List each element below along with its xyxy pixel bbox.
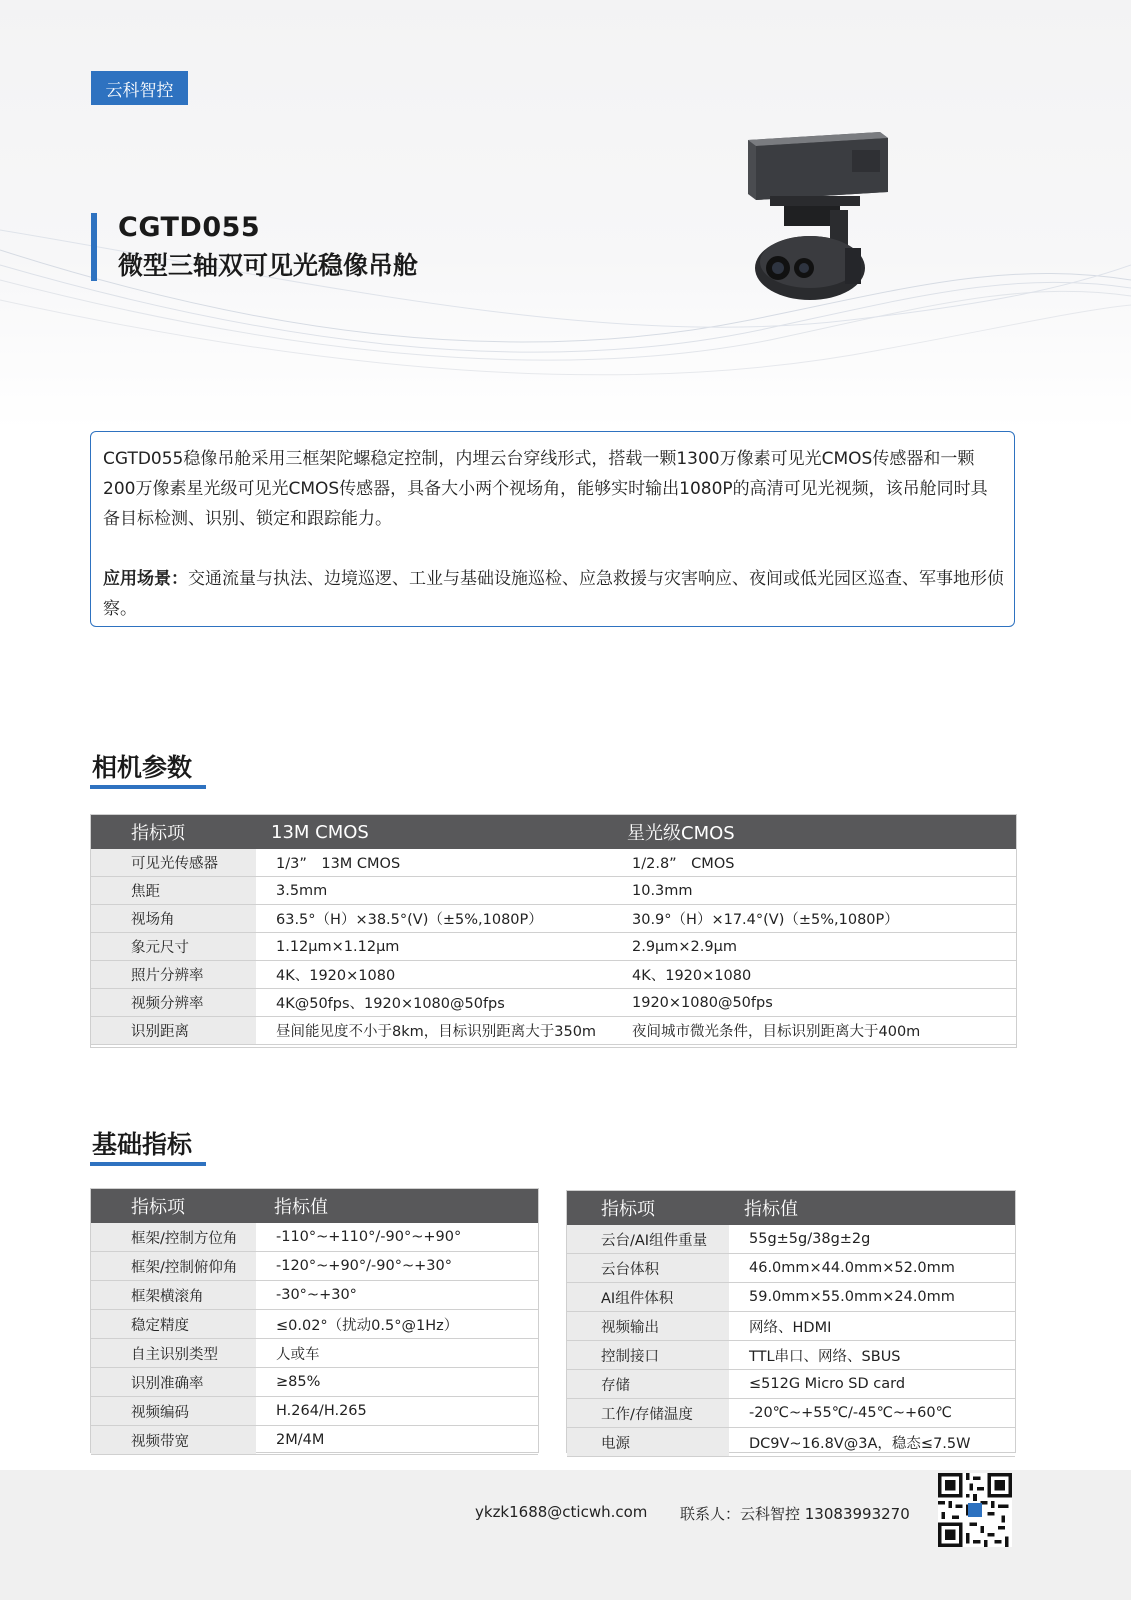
table-row bbox=[91, 849, 1016, 877]
row-value-13m: 4K、1920×1080 bbox=[256, 961, 612, 989]
table-row bbox=[91, 933, 1016, 961]
scene-text: 交通流量与执法、边境巡逻、工业与基础设施巡检、应急救援与灾害响应、夜间或低光园区巡查、军事地形侦察。 bbox=[103, 569, 1004, 619]
gimbal-camera-image bbox=[740, 130, 900, 305]
table-row bbox=[567, 1428, 1015, 1457]
row-value-starlight: 2.9μm×2.9μm bbox=[612, 933, 1016, 961]
row-key: 照片分辨率 bbox=[91, 961, 256, 989]
row-value: DC9V~16.8V@3A，稳态≤7.5W bbox=[729, 1428, 1015, 1457]
table-header-row bbox=[567, 1191, 1015, 1225]
contact-person: 联系人：云科智控 13083993270 bbox=[680, 1505, 910, 1523]
decorative-waves bbox=[0, 170, 1131, 400]
table-row bbox=[567, 1225, 1015, 1254]
row-value: 46.0mm×44.0mm×52.0mm bbox=[729, 1254, 1015, 1283]
row-key: 自主识别类型 bbox=[91, 1339, 256, 1368]
table-row bbox=[567, 1341, 1015, 1370]
row-value-13m: 63.5°（H）×38.5°(V)（±5%,1080P） bbox=[256, 905, 612, 933]
row-value-13m: 1.12μm×1.12μm bbox=[256, 933, 612, 961]
row-value-starlight: 1/2.8” CMOS bbox=[612, 849, 1016, 877]
table-row bbox=[567, 1399, 1015, 1428]
camera-params-table bbox=[91, 815, 1016, 1045]
row-value: 人或车 bbox=[256, 1339, 538, 1368]
header-item: 指标项 bbox=[91, 1189, 256, 1223]
table-row bbox=[91, 1017, 1016, 1045]
row-value: H.264/H.265 bbox=[256, 1397, 538, 1426]
table-row bbox=[91, 1223, 538, 1252]
description-box bbox=[90, 431, 1015, 627]
table-row bbox=[91, 1281, 538, 1310]
header-item: 指标项 bbox=[567, 1191, 729, 1225]
row-value: ≤512G Micro SD card bbox=[729, 1370, 1015, 1399]
brand-badge: 云科智控 bbox=[91, 71, 188, 105]
row-value: 59.0mm×55.0mm×24.0mm bbox=[729, 1283, 1015, 1312]
row-key: 云台体积 bbox=[567, 1254, 729, 1283]
row-value: -20℃~+55℃/-45℃~+60℃ bbox=[729, 1399, 1015, 1428]
table-header-row bbox=[91, 1189, 538, 1223]
row-key: 识别准确率 bbox=[91, 1368, 256, 1397]
row-key: 稳定精度 bbox=[91, 1310, 256, 1339]
table-header-row bbox=[91, 815, 1016, 849]
basic-section-title: 基础指标 bbox=[92, 1130, 193, 1159]
table-row bbox=[91, 1368, 538, 1397]
row-key: 视频分辨率 bbox=[91, 989, 256, 1017]
application-scenes bbox=[103, 564, 1004, 624]
product-model: CGTD055 bbox=[118, 212, 261, 243]
row-value-starlight: 夜间城市微光条件，目标识别距离大于400m bbox=[612, 1017, 1016, 1045]
contact-email[interactable]: ykzk1688@cticwh.com bbox=[475, 1503, 648, 1521]
table-row bbox=[91, 877, 1016, 905]
header-value: 指标值 bbox=[729, 1191, 1015, 1225]
row-key: 框架横滚角 bbox=[91, 1281, 256, 1310]
row-key: AI组件体积 bbox=[567, 1283, 729, 1312]
row-key: 视场角 bbox=[91, 905, 256, 933]
row-key: 工作/存储温度 bbox=[567, 1399, 729, 1428]
row-key: 视频编码 bbox=[91, 1397, 256, 1426]
table-row bbox=[91, 905, 1016, 933]
product-name: 微型三轴双可见光稳像吊舱 bbox=[118, 251, 419, 280]
header-starlight: 星光级CMOS bbox=[612, 815, 1016, 849]
row-value: TTL串口、网络、SBUS bbox=[729, 1341, 1015, 1370]
row-value-13m: 4K@50fps、1920×1080@50fps bbox=[256, 989, 612, 1017]
table-row bbox=[567, 1254, 1015, 1283]
row-key: 框架/控制方位角 bbox=[91, 1223, 256, 1252]
qr-code-icon bbox=[938, 1473, 1012, 1547]
row-value-13m: 3.5mm bbox=[256, 877, 612, 905]
row-value: 55g±5g/38g±2g bbox=[729, 1225, 1015, 1254]
table-row bbox=[91, 989, 1016, 1017]
row-key: 识别距离 bbox=[91, 1017, 256, 1045]
row-key: 框架/控制俯仰角 bbox=[91, 1252, 256, 1281]
basic-right-table bbox=[567, 1191, 1015, 1457]
camera-section-title: 相机参数 bbox=[92, 753, 193, 782]
header-item: 指标项 bbox=[91, 815, 256, 849]
basic-left-table bbox=[91, 1189, 538, 1455]
row-key: 存储 bbox=[567, 1370, 729, 1399]
row-value: -30°~+30° bbox=[256, 1281, 538, 1310]
row-value-13m: 1/3” 13M CMOS bbox=[256, 849, 612, 877]
scene-label: 应用场景： bbox=[103, 569, 188, 589]
table-row bbox=[91, 961, 1016, 989]
basic-section-underline bbox=[90, 1162, 206, 1166]
row-key: 可见光传感器 bbox=[91, 849, 256, 877]
row-value: -110°~+110°/-90°~+90° bbox=[256, 1223, 538, 1252]
row-value-starlight: 10.3mm bbox=[612, 877, 1016, 905]
row-value: -120°~+90°/-90°~+30° bbox=[256, 1252, 538, 1281]
row-key: 象元尺寸 bbox=[91, 933, 256, 961]
table-row bbox=[91, 1339, 538, 1368]
row-key: 视频带宽 bbox=[91, 1426, 256, 1455]
row-key: 控制接口 bbox=[567, 1341, 729, 1370]
row-value-13m: 昼间能见度不小于8km，目标识别距离大于350m bbox=[256, 1017, 612, 1045]
header-13m: 13M CMOS bbox=[256, 815, 612, 849]
table-row bbox=[91, 1426, 538, 1455]
row-value: 2M/4M bbox=[256, 1426, 538, 1455]
row-value: ≤0.02°（扰动0.5°@1Hz） bbox=[256, 1310, 538, 1339]
table-row bbox=[91, 1310, 538, 1339]
row-value: 网络、HDMI bbox=[729, 1312, 1015, 1341]
table-row bbox=[567, 1370, 1015, 1399]
row-key: 云台/AI组件重量 bbox=[567, 1225, 729, 1254]
camera-section-underline bbox=[90, 785, 206, 789]
footer bbox=[0, 1470, 1131, 1600]
table-row bbox=[567, 1283, 1015, 1312]
row-key: 视频输出 bbox=[567, 1312, 729, 1341]
table-row bbox=[91, 1397, 538, 1426]
header-value: 指标值 bbox=[256, 1189, 538, 1223]
row-value-starlight: 30.9°（H）×17.4°(V)（±5%,1080P） bbox=[612, 905, 1016, 933]
table-row bbox=[567, 1312, 1015, 1341]
row-key: 电源 bbox=[567, 1428, 729, 1457]
row-key: 焦距 bbox=[91, 877, 256, 905]
row-value-starlight: 1920×1080@50fps bbox=[612, 989, 1016, 1017]
table-row bbox=[91, 1252, 538, 1281]
description-intro: CGTD055稳像吊舱采用三框架陀螺稳定控制，内埋云台穿线形式，搭载一颗1300万像素可见光CMOS传感器和一颗200万像素星光级可见光CMOS传感器，具备大小两个视场角，能够实时输出1080P的高清可见光视频，该吊舱同时具备目标检测、识别、锁定和跟踪能力。 bbox=[103, 449, 988, 529]
row-value-starlight: 4K、1920×1080 bbox=[612, 961, 1016, 989]
row-value: ≥85% bbox=[256, 1368, 538, 1397]
title-accent-bar bbox=[91, 213, 97, 281]
